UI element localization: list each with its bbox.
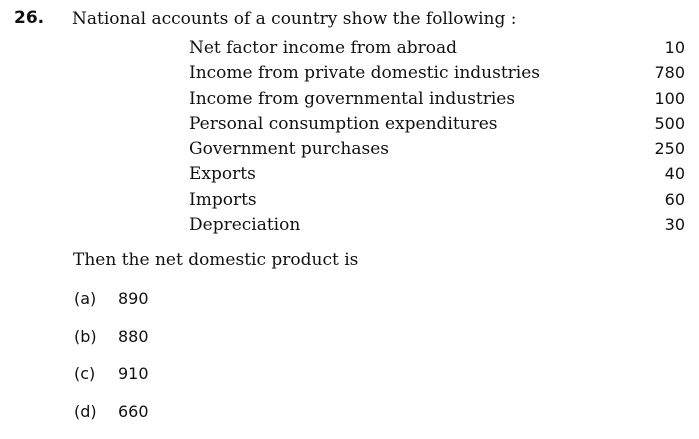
question-number: 26.	[14, 8, 45, 28]
account-row	[189, 164, 685, 189]
account-row	[189, 38, 685, 63]
option-letter: (d)	[74, 401, 97, 421]
option-value: 890	[118, 289, 149, 308]
account-label: Imports	[189, 189, 257, 210]
account-label: Personal consumption expenditures	[189, 113, 498, 134]
account-label: Income from governmental industries	[189, 88, 516, 109]
account-row	[189, 114, 685, 139]
account-value: 780	[654, 63, 685, 83]
account-value: 500	[654, 113, 685, 133]
account-label: Net factor income from abroad	[189, 38, 458, 58]
account-value: 60	[664, 189, 685, 209]
option-value: 880	[118, 326, 149, 346]
option-letter: (a)	[74, 289, 97, 308]
option-value: 910	[118, 364, 149, 383]
account-value: 100	[654, 88, 685, 108]
account-row	[189, 190, 685, 215]
question-stem: National accounts of a country show the following :	[72, 9, 517, 29]
account-value: 40	[664, 164, 685, 184]
option-letter: (c)	[74, 364, 96, 383]
account-label: Exports	[189, 164, 256, 185]
accounts-table	[189, 38, 685, 240]
option-letter: (b)	[74, 326, 97, 346]
account-row	[189, 215, 685, 240]
question-prompt: Then the net domestic product is	[73, 250, 359, 270]
account-value: 10	[664, 38, 685, 57]
account-label: Depreciation	[189, 215, 301, 236]
account-label: Government purchases	[189, 139, 389, 160]
account-value: 30	[664, 215, 685, 235]
option-value: 660	[118, 401, 149, 421]
account-row	[189, 139, 685, 164]
account-row	[189, 89, 685, 114]
account-value: 250	[654, 139, 685, 159]
account-row	[189, 63, 685, 88]
account-label: Income from private domestic industries	[189, 63, 540, 84]
